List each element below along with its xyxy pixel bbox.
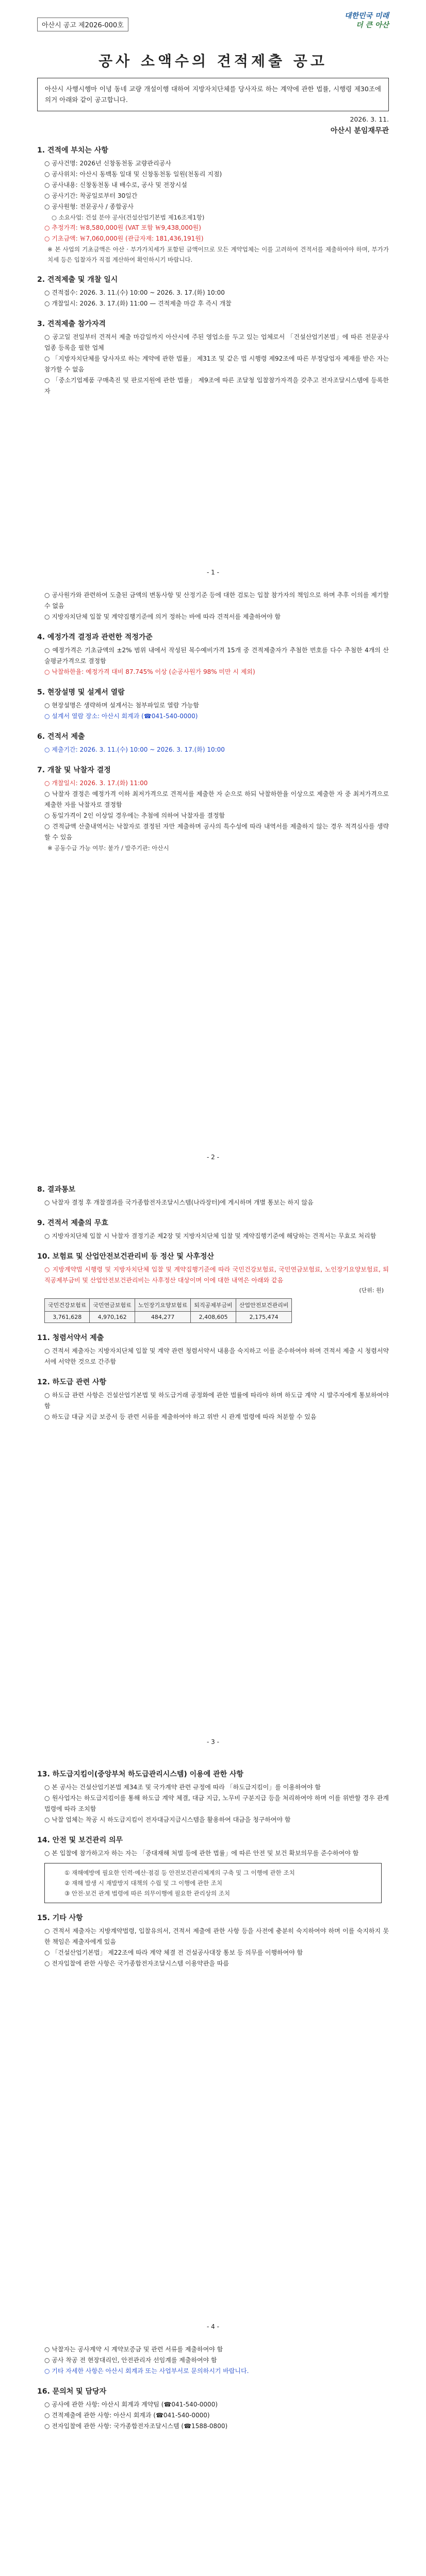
table-cell: 4,970,162 (90, 1312, 135, 1323)
section-item: ○ 「건설산업기본법」 제22조에 따라 계약 체결 전 건설공사대장 통보 등 의무를 이행하여야 함 (44, 1949, 303, 1957)
section-item: ○ 「지방자치단체를 당사자로 하는 계약에 관한 법률」 제31조 및 같은 법 시행령 제92조에 따른 부정당업자 제재를 받은 자는 참가할 수 없음 (44, 354, 389, 373)
section-title: 11. 청렴서약서 제출 (37, 1334, 104, 1342)
section-title: 15. 기타 사항 (37, 1914, 83, 1923)
section-title: 1. 견적에 부치는 사항 (37, 146, 108, 155)
section-title: 2. 견적제출 및 개찰 일시 (37, 275, 118, 284)
section-item: ○ 기타 자세한 사항은 아산시 회계과 또는 사업부서로 문의하시기 바랍니다. (44, 2367, 249, 2375)
section-item: ○ 낙찰 업체는 착공 시 하도급지킴이 전자대금지급시스템을 활용하여 대금을 청구하여야 함 (44, 1816, 291, 1823)
city-logo (345, 11, 389, 30)
section-item: ○ 공사에 관한 사항: 아산시 회계과 계약팀 (☎041-540-0000) (44, 2401, 218, 2408)
logo-line-2: 더 큰 아산 (356, 21, 389, 30)
section-item: ○ 공사 착공 전 현장대리인, 안전관리자 선임계를 제출하여야 함 (44, 2357, 217, 2364)
section-item: ○ 현장설명은 생략하며 설계서는 첨부파일로 열람 가능함 (44, 702, 199, 709)
insurance-table (44, 1298, 292, 1323)
page-3 (37, 1175, 389, 1752)
section-item: ○ 전자입찰에 관한 사항: 국가종합전자조달시스템 (☎1588-0800) (44, 2422, 228, 2430)
table-header-cell: 노인장기요양보험료 (135, 1299, 191, 1312)
page-number: - 2 - (207, 1154, 219, 1161)
table-cell: 2,175,474 (236, 1312, 292, 1323)
notice-date: 2026. 3. 11. (350, 115, 389, 123)
section-title: 8. 결과통보 (37, 1185, 76, 1194)
section-item: ○ 설계서 열람 장소: 아산시 회계과 (☎041-540-0000) (44, 713, 198, 720)
section-title: 3. 견적제출 참가자격 (37, 319, 106, 328)
section-item: ○ 낙찰자 결정은 예정가격 이하 최저가격으로 견적서를 제출한 자 순으로 하되 낙찰하한율 이상으로 제출한 자 중 최저가격으로 제출한 자를 낙찰자로 결정함 (44, 790, 389, 808)
section-item: ○ 공사원가와 관련하여 도출된 금액의 변동사항 및 산정기준 등에 대한 검토는 입찰 참가자의 책임으로 하며 추후 이의를 제기할 수 없음 (44, 591, 389, 609)
section-item: ○ 「중소기업제품 구매촉진 및 판로지원에 관한 법률」 제9조에 따른 조달청 입찰참가자격을 갖추고 전자조달시스템에 등록한 자 (44, 376, 389, 395)
section-title: 10. 보험료 및 산업안전보건관리비 등 정산 및 사후정산 (37, 1252, 214, 1261)
section-item: ○ 예정가격은 기초금액의 ±2% 범위 내에서 작성된 복수예비가격 15개 중 견적제출자가 추첨한 번호를 다수 추첨한 4개의 산술평균가격으로 결정함 (44, 647, 389, 665)
table-header-cell: 국민건강보험료 (45, 1299, 90, 1312)
section-item: ○ 견적서 제출자는 지방자치단체 입찰 및 계약 관련 청렴서약서 내용을 숙지하고 이를 준수하여야 하며 견적서 제출 시 청렴서약서에 서약한 것으로 간주함 (44, 1347, 389, 1365)
section-item: ○ 지방자치단체 입찰 및 계약집행기준에 의거 정하는 바에 따라 견적서를 제출하여야 함 (44, 613, 281, 620)
safety-duty-item: ② 재해 발생 시 재발방지 대책의 수립 및 그 이행에 관한 조치 (64, 1879, 223, 1887)
section-item: ○ 개찰일시: 2026. 3. 17.(화) 11:00 — 견적제출 마감 후 즉시 개찰 (44, 299, 232, 307)
page-body (37, 590, 389, 853)
section-title: 6. 견적서 제출 (37, 733, 85, 741)
section-item: ○ 개찰일시: 2026. 3. 17.(화) 11:00 (44, 779, 148, 787)
section-item: ○ 동일가격이 2인 이상일 경우에는 추첨에 의하여 낙찰자를 결정함 (44, 812, 225, 819)
section-item: ○ 하도급 관련 사항은 건설산업기본법 및 하도급거래 공정화에 관한 법률에 따라야 하며 하도급 계약 시 발주자에게 통보하여야 함 (44, 1392, 389, 1410)
section-item: ○ 지방자치단체 입찰 시 낙찰자 결정기준 제2장 및 지방자치단체 입찰 및 계약집행기준에 해당하는 견적서는 무효로 처리함 (44, 1232, 376, 1240)
section-item: ○ 공사위치: 아산시 동백동 일대 및 신창동천동 일원(천동리 지점) (44, 170, 222, 178)
section-title: 9. 견적서 제출의 무효 (37, 1219, 108, 1227)
section-item: ○ 공고일 전일부터 견적서 제출 마감일까지 아산시에 주된 영업소를 두고 있는 업체로서 「건설산업기본법」에 따른 전문공사 업종 등록을 필한 업체 (44, 333, 389, 351)
section-title: 12. 하도급 관련 사항 (37, 1378, 107, 1386)
table-cell: 3,761,628 (45, 1312, 90, 1323)
section-item: ○ 제출기간: 2026. 3. 11.(수) 10:00 ~ 2026. 3. 17.(화) 10:00 (44, 746, 225, 753)
section-item: ○ 지방계약법 시행령 및 지방자치단체 입찰 및 계약집행기준에 따라 국민건강보험료, 국민연금보험료, 노인장기요양보험료, 퇴직공제부금비 및 산업안전보건관리비는 사후정산 대상이며 이에 대한 내역은 아래와 같음 (44, 1266, 389, 1284)
section-item: ○ 본 공사는 건설산업기본법 제34조 및 국가계약 관련 규정에 따라 「하도급지킴이」를 이용하여야 함 (44, 1784, 321, 1791)
page-2 (37, 590, 389, 1167)
section-title: 7. 개찰 및 낙찰자 결정 (37, 766, 111, 774)
issuer: 아산시 분임재무관 (330, 126, 389, 135)
section-title: 14. 안전 및 보건관리 의무 (37, 1836, 123, 1844)
section-item: ○ 소요사업: 건설 분야 공사(건설산업기본법 제16조제1항) (52, 213, 205, 221)
section-item: ○ 낙찰자 결정 후 개찰결과를 국가종합전자조달시스템(나라장터)에 게시하며 개별 통보는 하지 않음 (44, 1199, 314, 1206)
section-item: ※ 본 사업의 기초금액은 아산 · 부가가치세가 포함된 금액이므로 모든 계약업체는 이를 고려하여 견적서를 제출하여야 하며, 부가가치세 등은 입찰자가 직접 계산하여 확인하시기 바랍니다. (47, 245, 389, 263)
section-item: ○ 추정가격: ￦8,580,000원 (VAT 포함 ￦9,438,000원) (44, 224, 201, 231)
table-row (45, 1312, 292, 1323)
page-number: - 3 - (207, 1738, 219, 1745)
intro-box: 아산시 사행시행마 이녕 동네 교량 개설이행 대하여 지방자치단체를 당사자로 하는 계약에 관한 법률, 시행령 제30조에 의거 아래와 같이 공고합니다. (37, 78, 389, 111)
section-item: ○ 하도급 대금 지급 보증서 등 관련 서류를 제출하여야 하고 위반 시 관계 법령에 따라 처분할 수 있음 (44, 1413, 317, 1420)
page-number: - 1 - (207, 569, 219, 576)
page-body (37, 1184, 389, 1422)
section-title: 5. 현장설명 및 설계서 열람 (37, 688, 125, 697)
page-1 (37, 5, 389, 582)
page-4 (37, 1759, 389, 2336)
notice-number: 아산시 공고 제2026-000호 (37, 18, 128, 31)
table-header-cell: 산업안전보건관리비 (236, 1299, 292, 1312)
section-item: ○ 견적서 제출자는 지방계약법령, 입찰유의서, 견적서 제출에 관한 사항 등을 사전에 충분히 숙지하여야 하며 이를 숙지하지 못한 책임은 제출자에게 있음 (44, 1927, 389, 1946)
page-number: - 4 - (207, 2323, 219, 2330)
page-title: 공사 소액수의 견적제출 공고 (99, 53, 327, 70)
section-item: ○ 견적접수: 2026. 3. 11.(수) 10:00 ~ 2026. 3. 17.(화) 10:00 (44, 289, 225, 296)
table-unit: (단위: 원) (359, 1287, 384, 1294)
safety-duty-item: ① 재해예방에 필요한 인력·예산·점검 등 안전보건관리체계의 구축 및 그 이행에 관한 조치 (64, 1869, 295, 1876)
section-item: ※ 공동수급 가능 여부: 불가 / 발주기관: 아산시 (47, 844, 169, 852)
section-item: ○ 공사기간: 착공일로부터 30일간 (44, 192, 138, 199)
section-item: ○ 공사건명: 2026년 신창동천동 교량관리공사 (44, 159, 171, 167)
table-cell: 484,277 (135, 1312, 191, 1323)
section-item: ○ 견적제출에 관한 사항: 아산시 회계과 (☎041-540-0000) (44, 2412, 210, 2419)
section-item: ○ 공사내용: 신창동천동 내 배수로, 공사 및 전장시설 (44, 181, 187, 189)
page-body (37, 145, 389, 397)
logo-line-1: 대한민국 미래 (344, 12, 389, 20)
section-item: ○ 견적금액 산출내역서는 낙찰자로 결정된 자만 제출하며 공사의 특수성에 따라 내역서를 제출하지 않는 경우 적격심사를 생략할 수 있음 (44, 823, 389, 841)
section-item: ○ 전자입찰에 관한 사항은 국가종합전자조달시스템 이용약관을 따름 (44, 1960, 229, 1968)
page-5 (37, 2344, 389, 2576)
section-item: ○ 낙찰자는 공사계약 시 계약보증금 및 관련 서류를 제출하여야 함 (44, 2346, 223, 2353)
page-body (37, 2344, 389, 2432)
page-body (37, 1769, 389, 1969)
section-item: ○ 기초금액: ￦7,060,000원 (관급자재: 181,436,191원) (44, 234, 204, 242)
page-header (37, 11, 389, 31)
safety-duty-item: ③ 안전·보건 관계 법령에 따른 의무이행에 필요한 관리상의 조치 (64, 1890, 230, 1897)
section-item: ○ 본 입찰에 참가하고자 하는 자는 「중대재해 처벌 등에 관한 법률」에 따른 안전 및 보건 확보의무를 준수하여야 함 (44, 1850, 359, 1857)
safety-duty-box (44, 1863, 382, 1903)
table-header-cell: 퇴직공제부금비 (191, 1299, 236, 1312)
section-title: 16. 문의처 및 담당자 (37, 2387, 107, 2396)
section-item: ○ 공사원형: 전문공사 / 종합공사 (44, 202, 134, 210)
table-header-cell: 국민연금보험료 (90, 1299, 135, 1312)
section-item: ○ 원사업자는 하도급지킴이를 통해 하도급 계약 체결, 대금 지급, 노무비 구분지급 등을 처리하여야 하며 이를 위반할 경우 관계 법령에 따라 조치함 (44, 1794, 389, 1812)
section-title: 4. 예정가격 결정과 관련한 적정가준 (37, 633, 153, 641)
table-cell: 2,408,605 (191, 1312, 236, 1323)
table-header-row (45, 1299, 292, 1312)
section-item: ○ 낙찰하한율: 예정가격 대비 87.745% 이상 (순공사원가 98% 미만 시 제외) (44, 668, 255, 675)
section-title: 13. 하도급지킴이(중앙부처 하도급관리시스템) 이용에 관한 사항 (37, 1770, 244, 1778)
